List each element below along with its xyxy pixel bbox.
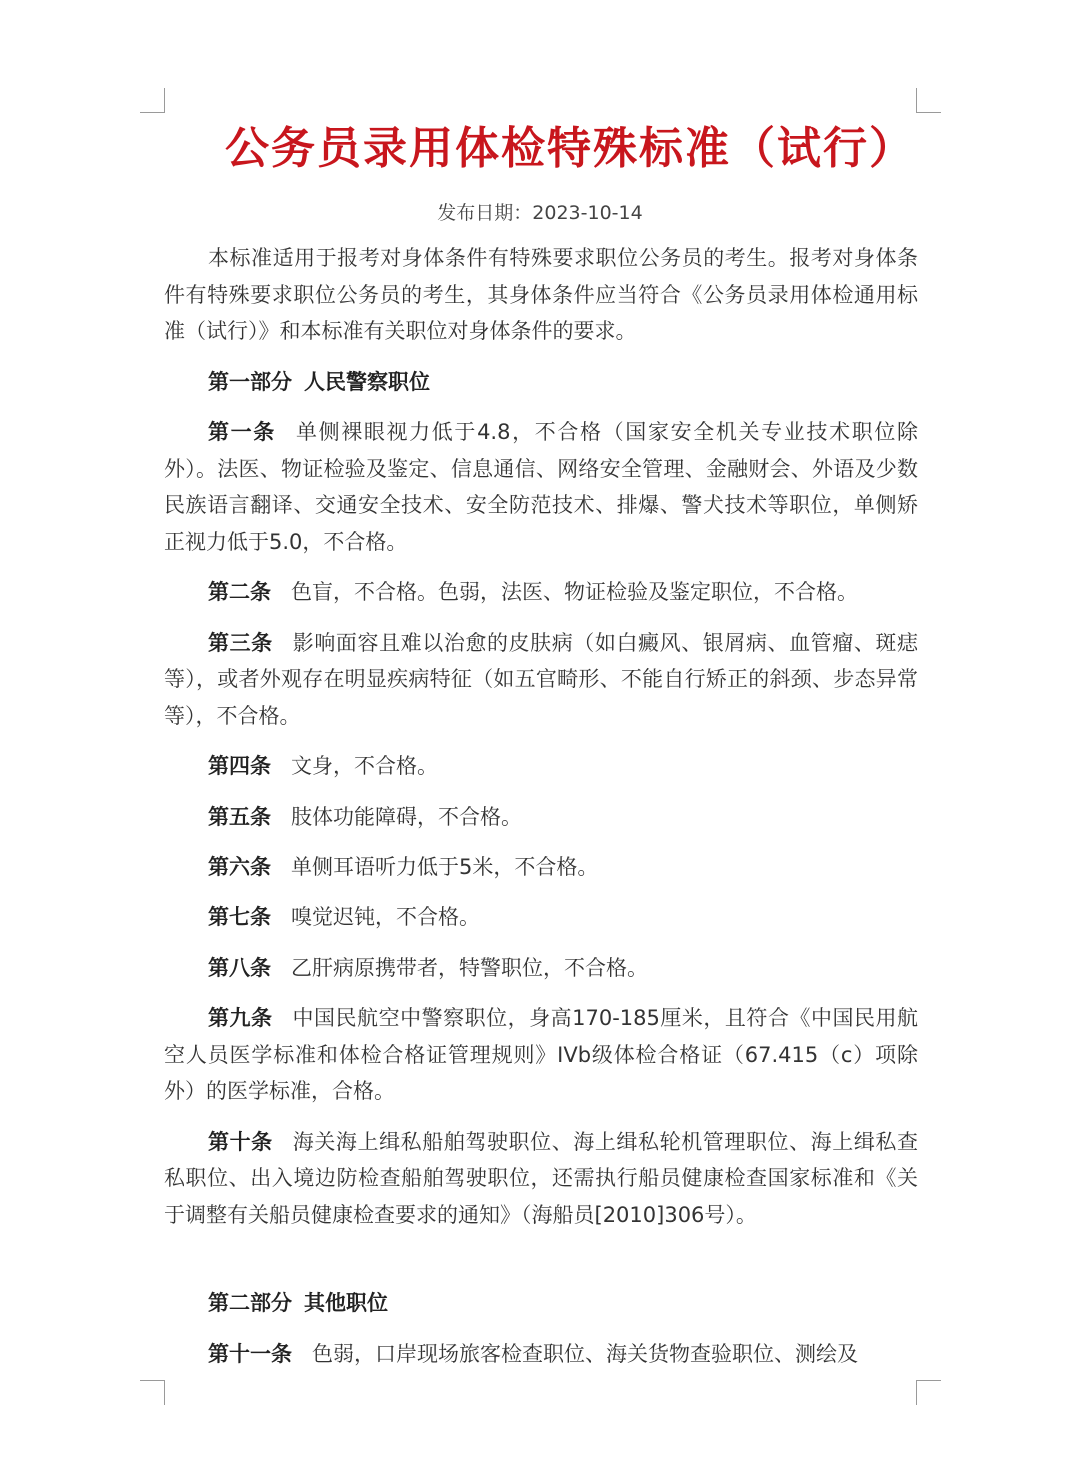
page-corner-mark-bottom-right <box>916 1380 941 1405</box>
article-number: 第一条 <box>208 419 276 444</box>
article-text: 海关海上缉私船舶驾驶职位、海上缉私轮机管理职位、海上缉私查私职位、出入境边防检查船舶驾驶职位，还需执行船员健康检查国家标准和《关于调整有关船员健康检查要求的通知》（海船员[2010]306号）。 <box>164 1129 919 1227</box>
part-title: 人民警察职位 <box>304 369 430 394</box>
article-text: 肢体功能障碍，不合格。 <box>291 804 522 829</box>
article-9 <box>164 1000 918 1110</box>
document-body <box>164 240 918 1386</box>
article-7 <box>164 899 918 936</box>
article-text: 色弱，口岸现场旅客检查职位、海关货物查验职位、测绘及 <box>312 1341 858 1366</box>
article-number: 第四条 <box>208 754 271 779</box>
article-text: 文身，不合格。 <box>291 754 438 779</box>
article-10 <box>164 1124 918 1234</box>
article-text: 影响面容且难以治愈的皮肤病（如白癜风、银屑病、血管瘤、斑痣等），或者外观存在明显疾病特征（如五官畸形、不能自行矫正的斜颈、步态异常等），不合格。 <box>164 630 919 728</box>
article-text: 乙肝病原携带者，特警职位，不合格。 <box>291 955 648 980</box>
part-label: 第一部分 <box>208 369 292 394</box>
article-text: 单侧裸眼视力低于4.8，不合格（国家安全机关专业技术职位除外）。法医、物证检验及鉴定、信息通信、网络安全管理、金融财会、外语及少数民族语言翻译、交通安全技术、安全防范技术、排爆、警犬技术等职位，单侧矫正视力低于5.0，不合格。 <box>164 419 919 554</box>
article-number: 第三条 <box>208 630 273 655</box>
article-4 <box>164 748 918 785</box>
page-corner-mark-bottom-left <box>140 1380 165 1405</box>
document-title: 公务员录用体检特殊标准（试行） <box>225 123 915 174</box>
part-heading-other <box>164 1285 918 1322</box>
part-label: 第二部分 <box>208 1291 292 1316</box>
article-text: 嗅觉迟钝，不合格。 <box>291 905 480 930</box>
article-number: 第二条 <box>208 580 271 605</box>
article-8 <box>164 950 918 987</box>
intro-paragraph: 本标准适用于报考对身体条件有特殊要求职位公务员的考生。报考对身体条件有特殊要求职位公务员的考生，其身体条件应当符合《公务员录用体检通用标准（试行）》和本标准有关职位对身体条件的要求。 <box>164 246 918 344</box>
article-number: 第九条 <box>208 1006 273 1031</box>
page-corner-mark-top-left <box>140 88 165 113</box>
article-text: 单侧耳语听力低于5米，不合格。 <box>291 854 599 879</box>
part-title: 其他职位 <box>304 1291 388 1316</box>
article-number: 第五条 <box>208 804 271 829</box>
article-5 <box>164 799 918 836</box>
publish-date: 发布日期：2023-10-14 <box>437 202 643 224</box>
article-1 <box>164 414 918 560</box>
article-number: 第七条 <box>208 905 271 930</box>
section-spacer <box>164 1247 918 1285</box>
article-3 <box>164 625 918 735</box>
article-11 <box>164 1336 918 1373</box>
page-corner-mark-top-right <box>916 88 941 113</box>
article-text: 色盲，不合格。色弱，法医、物证检验及鉴定职位，不合格。 <box>291 580 858 605</box>
part-heading-police <box>164 364 918 401</box>
article-number: 第八条 <box>208 955 271 980</box>
article-text: 中国民航空中警察职位，身高170-185厘米，且符合《中国民用航空人员医学标准和体检合格证管理规则》IVb级体检合格证（67.415（c）项除外）的医学标准，合格。 <box>164 1006 918 1104</box>
article-number: 第十条 <box>208 1129 273 1154</box>
article-2 <box>164 574 918 611</box>
article-number: 第十一条 <box>208 1341 292 1366</box>
article-6 <box>164 849 918 886</box>
article-number: 第六条 <box>208 854 271 879</box>
